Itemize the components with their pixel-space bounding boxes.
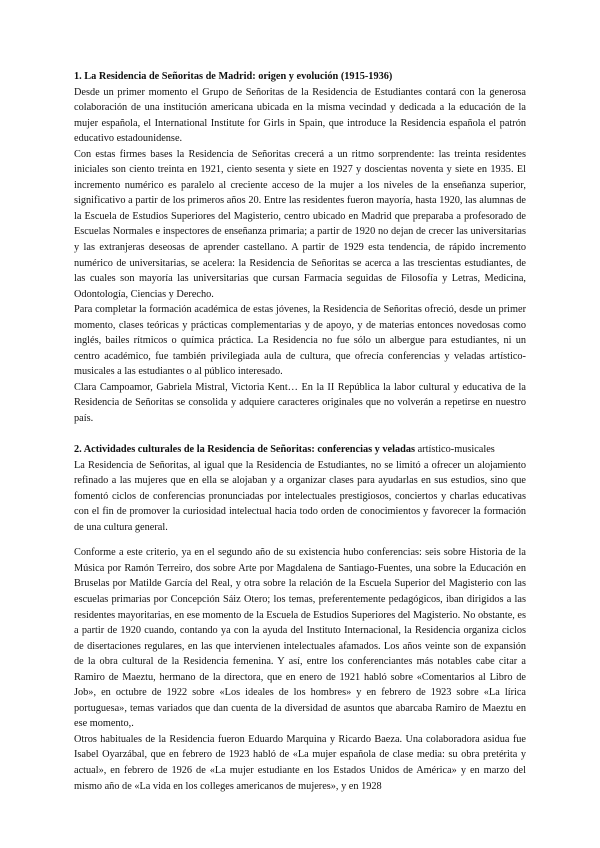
section-2-paragraph-2: Otros habituales de la Residencia fueron Eduardo Marquina y Ricardo Baeza. Una colaboradora asidua fue Isabel Oyarzábal, que en febrero de 1923 habló de «La mujer española de clase media: su obra pretérita y actual», en febrero de 1926 de «La mujer estudiante en los Estados Unidos de América» y en marzo del mismo año de «La vida en los colleges americanos de mujeres», y en 1928 bbox=[74, 733, 526, 792]
section-2-heading-line bbox=[74, 442, 526, 458]
paragraph-spacer bbox=[74, 535, 526, 545]
section-2-title-suffix: artístico-musicales bbox=[415, 444, 495, 456]
section-1-title: 1. La Residencia de Señoritas de Madrid: origen y evolución (1915-1936) bbox=[74, 71, 393, 82]
section-2-paragraph-1: Conforme a este criterio, ya en el segundo año de su existencia hubo conferencias: seis sobre Historia de la Música por Ramón Terreiro, dos sobre Arte por Magdalena de Santiago-Fuentes, una sobre la Educación en Bruselas por Matilde García del Real, y otra sobre la relación de la Escuela Superior del Magisterio con las escuelas primarias por Concepción Sáiz Otero; los temas, preferentemente pedagógicos, iban dirigidos a las residentes mayoritarias, en ese momento de la Escuela de Estudios Superiores del Magisterio. No obstante, es a partir de 1920 cuando, contando ya con la ayuda del Instituto Internacional, la Residencia organiza ciclos de disertaciones regulares, en las que intervienen intelectuales afamados. Los años veinte son de expansión de la obra cultural de la Residencia femenina. Y así, entre los conferenciantes más notables cabe citar a Ramiro de Maeztu, hermano de la directora, que en enero de 1921 habló sobre «Comentarios al Libro de Job», en octubre de 1922 sobre «Los ideales de los hombres» y en febrero de 1923 sobre «La lírica portuguesa», temas variados que dan cuenta de la diversidad de asuntos que abarcaba Ramiro de Maeztu en ese momento,. bbox=[74, 547, 526, 730]
section-1-paragraph-4: Clara Campoamor, Gabriela Mistral, Victoria Kent… En la II República la labor cultural y educativa de la Residencia de Señoritas se consolida y adquiere caracteres originales que no volverán a repetirse en nuestro país. bbox=[74, 381, 526, 425]
section-spacer bbox=[74, 427, 526, 443]
document-page bbox=[74, 69, 526, 794]
section-1-paragraph-2: Con estas firmes bases la Residencia de Señoritas crecerá a un ritmo sorprendente: las treinta residentes iniciales son ciento treinta en 1921, ciento sesenta y siete en 1927 y doscientas noventa y siete en 1935. El incremento numérico es paralelo al creciente acceso de la mujer a los niveles de la enseñanza superior, significativo a partir de los primeros años 20. Entre las residentes fueron mayoría, hasta 1920, las alumnas de la Escuela de Estudios Superiores del Magisterio, centro ubicado en Madrid que preparaba a profesorado de Escuelas Normales e inspectores de enseñanza primaria; a partir de 1920 no dejan de crecer las universitarias y las extranjeras deseosas de aprender castellano. A partir de 1929 esta tendencia, de rápido incremento numérico de universitarias, se acelera: la Residencia de Señoritas se acerca a las trescientas estudiantes, de las cuales son mayoría las universitarias que cursan Farmacia seguidas de Filosofía y Letras, Medicina, Odontología, Ciencias y Derecho. bbox=[74, 148, 526, 300]
section-1-paragraph-1: Desde un primer momento el Grupo de Señoritas de la Residencia de Estudiantes contará con la generosa colaboración de una institución americana ubicada en la misma vecindad y dedicada a la educación de la mujer española, el International Institute for Girls in Spain, que introduce la Residencia española el patrón educativo estadounidense. bbox=[74, 86, 526, 145]
section-1-paragraph-3: Para completar la formación académica de estas jóvenes, la Residencia de Señoritas ofreció, desde un primer momento, clases teóricas y prácticas complementarias y de apoyo, y de materias entonces novedosas como inglés, bailes rítmicos o química práctica. La Residencia no fue sólo un albergue para estudiantes, ni un centro académico, fue también privilegiada aula de cultura, que ofrecía conferencias y veladas artístico-musicales a las estudiantes o al público interesado. bbox=[74, 304, 526, 378]
section-2-intro: La Residencia de Señoritas, al igual que la Residencia de Estudiantes, no se limitó a ofrecer un alojamiento refinado a las mujeres que en ella se alojaban y a organizar clases para ayudarlas en sus estudios, sino que fomentó ciclos de conferencias pronunciadas por intelectuales prestigiosos, conciertos y charlas educativas con el fin de promover la curiosidad intelectual hacia todo orden de conocimientos y favorecer la formación de una cultura general. bbox=[74, 459, 526, 533]
section-2-title: 2. Actividades culturales de la Residencia de Señoritas: conferencias y veladas bbox=[74, 444, 416, 456]
